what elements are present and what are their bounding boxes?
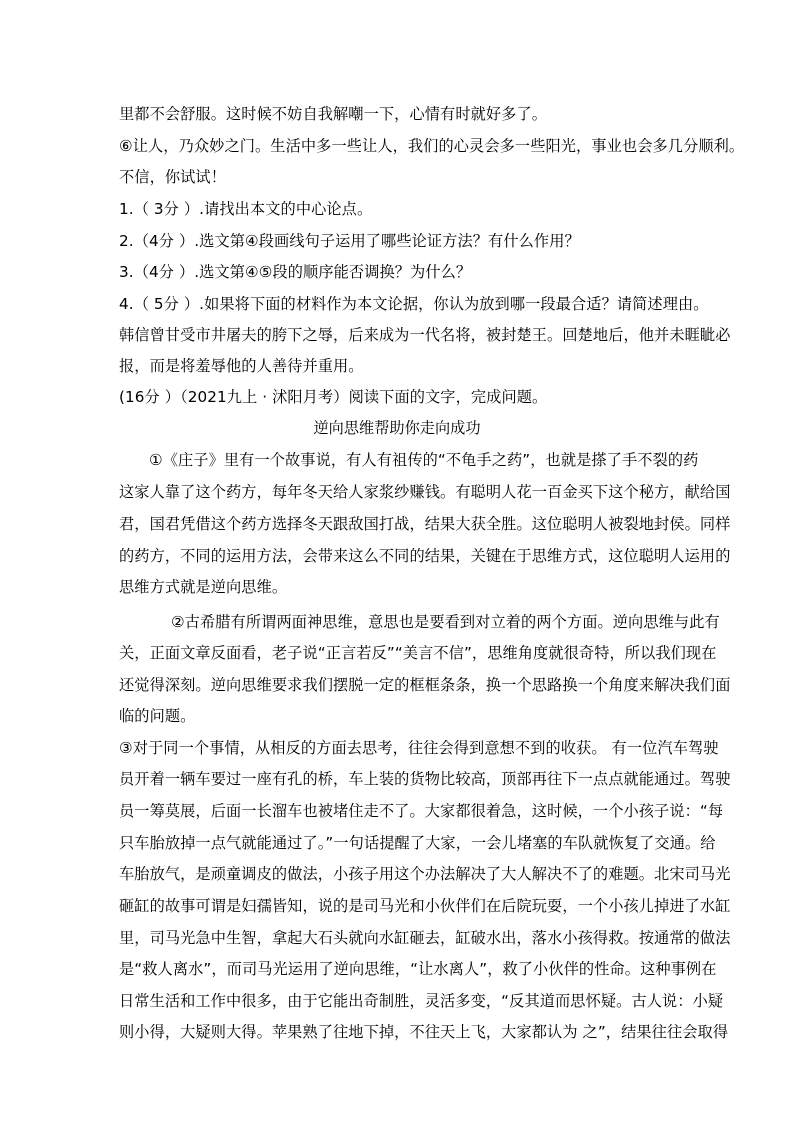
text-line: 里都不会舒服。这时候不妨自我解嘲一下，心情有时就好多了。 bbox=[119, 105, 548, 123]
paragraph-2-line: ②古希腊有所谓两面神思维，意思也是要看到对立着的两个方面。逆向思维与此有 bbox=[171, 613, 720, 631]
question-4: 4.（ 5分 ）.如果将下面的材料作为本文论据，你认为放到哪一段最合适？请简述理由。 bbox=[119, 295, 709, 313]
paragraph-1-line: 的药方，不同的运用方法，会带来这么不同的结果，关键在于思维方式，这位聪明人运用的 bbox=[119, 547, 731, 565]
paragraph-3-line: 车胎放气，是顽童调皮的做法，小孩子用这个办法解决了大人解决不了的难题。北宋司马光 bbox=[119, 865, 731, 883]
paragraph-3-line: 员开着一辆车要过一座有孔的桥，车上装的货物比较高，顶部再往下一点点就能通过。驾驶 bbox=[119, 770, 731, 788]
paragraph-3-line: 日常生活和工作中很多，由于它能出奇制胜，灵活多变，“反其道而思怀疑。古人说：小疑 bbox=[119, 992, 724, 1010]
article-title: 逆向思维帮助你走向成功 bbox=[313, 419, 481, 437]
paragraph-3-line: 则小得，大疑则大得。苹果熟了往地下掉，不往天上飞，大家都认为 之”，结果往往会取得 bbox=[119, 1023, 729, 1041]
question-2: 2.（4分 ）.选文第④段画线句子运用了哪些论证方法？有什么作用？ bbox=[119, 232, 580, 250]
paragraph-2-line: 还觉得深刻。逆向思维要求我们摆脱一定的框框条条，换一个思路换一个角度来解决我们面 bbox=[119, 676, 731, 694]
text-line: ⑥让人，乃众妙之门。生活中多一些让人，我们的心灵会多一些阳光，事业也会多几分顺利。 bbox=[119, 137, 745, 155]
question-1: 1.（ 3分 ）.请找出本文的中心论点。 bbox=[119, 200, 373, 218]
question-3: 3.（4分 ）.选文第④⑤段的顺序能否调换？为什么？ bbox=[119, 263, 472, 281]
paragraph-2-line: 关，正面文章反面看，老子说“正言若反”“美言不信”，思维角度就很奇特，所以我们现在 bbox=[119, 644, 717, 662]
paragraph-1-line: 君，国君凭借这个药方选择冬天跟敌国打战，结果大获全胜。这位聪明人被裂地封侯。同样 bbox=[119, 515, 731, 533]
paragraph-1-line: 思维方式就是逆向思维。 bbox=[119, 578, 288, 596]
paragraph-3-line: 是“救人离水”，而司马光运用了逆向思维，“让水离人”，救了小伙伴的性命。这种事例在 bbox=[119, 960, 717, 978]
paragraph-3-line: 砸缸的故事可谓是妇孺皆知，说的是司马光和小伙伴们在后院玩耍，一个小孩儿掉进了水缸 bbox=[119, 897, 731, 915]
section-header: (16分 ）（2021九上 · 沭阳月考）阅读下面的文字，完成问题。 bbox=[119, 388, 548, 406]
text-line: 韩信曾甘受市井屠夫的胯下之辱，后来成为一代名将，被封楚王。回楚地后，他并未睚眦必 bbox=[119, 326, 731, 344]
paragraph-1-line: 这家人靠了这个药方，每年冬天给人家浆纱赚钱。有聪明人花一百金买下这个秘方，献给国 bbox=[119, 483, 731, 501]
paragraph-2-line: 临的问题。 bbox=[119, 707, 196, 725]
paragraph-3-line: 里，司马光急中生智，拿起大石头就向水缸砸去，缸破水出，落水小孩得救。按通常的做法 bbox=[119, 929, 731, 947]
paragraph-1-line: ①《庄子》里有一个故事说，有人有祖传的“不龟手之药”，也就是搽了手不裂的药 bbox=[149, 451, 699, 469]
paragraph-3-line: 只车胎放掉一点气就能通过了。”一句话提醒了大家，一会儿堵塞的车队就恢复了交通。给 bbox=[119, 834, 716, 852]
paragraph-3-line: 员一筹莫展，后面一长溜车也被堵住走不了。大家都很着急，这时候，一个小孩子说：“每 bbox=[119, 802, 724, 820]
text-line: 不信，你试试！ bbox=[119, 168, 227, 186]
paragraph-3-line: ③对于同一个事情，从相反的方面去思考，往往会得到意想不到的收获。 有一位汽车驾驶 bbox=[119, 739, 719, 757]
text-line: 报，而是将羞辱他的人善待并重用。 bbox=[119, 357, 364, 375]
